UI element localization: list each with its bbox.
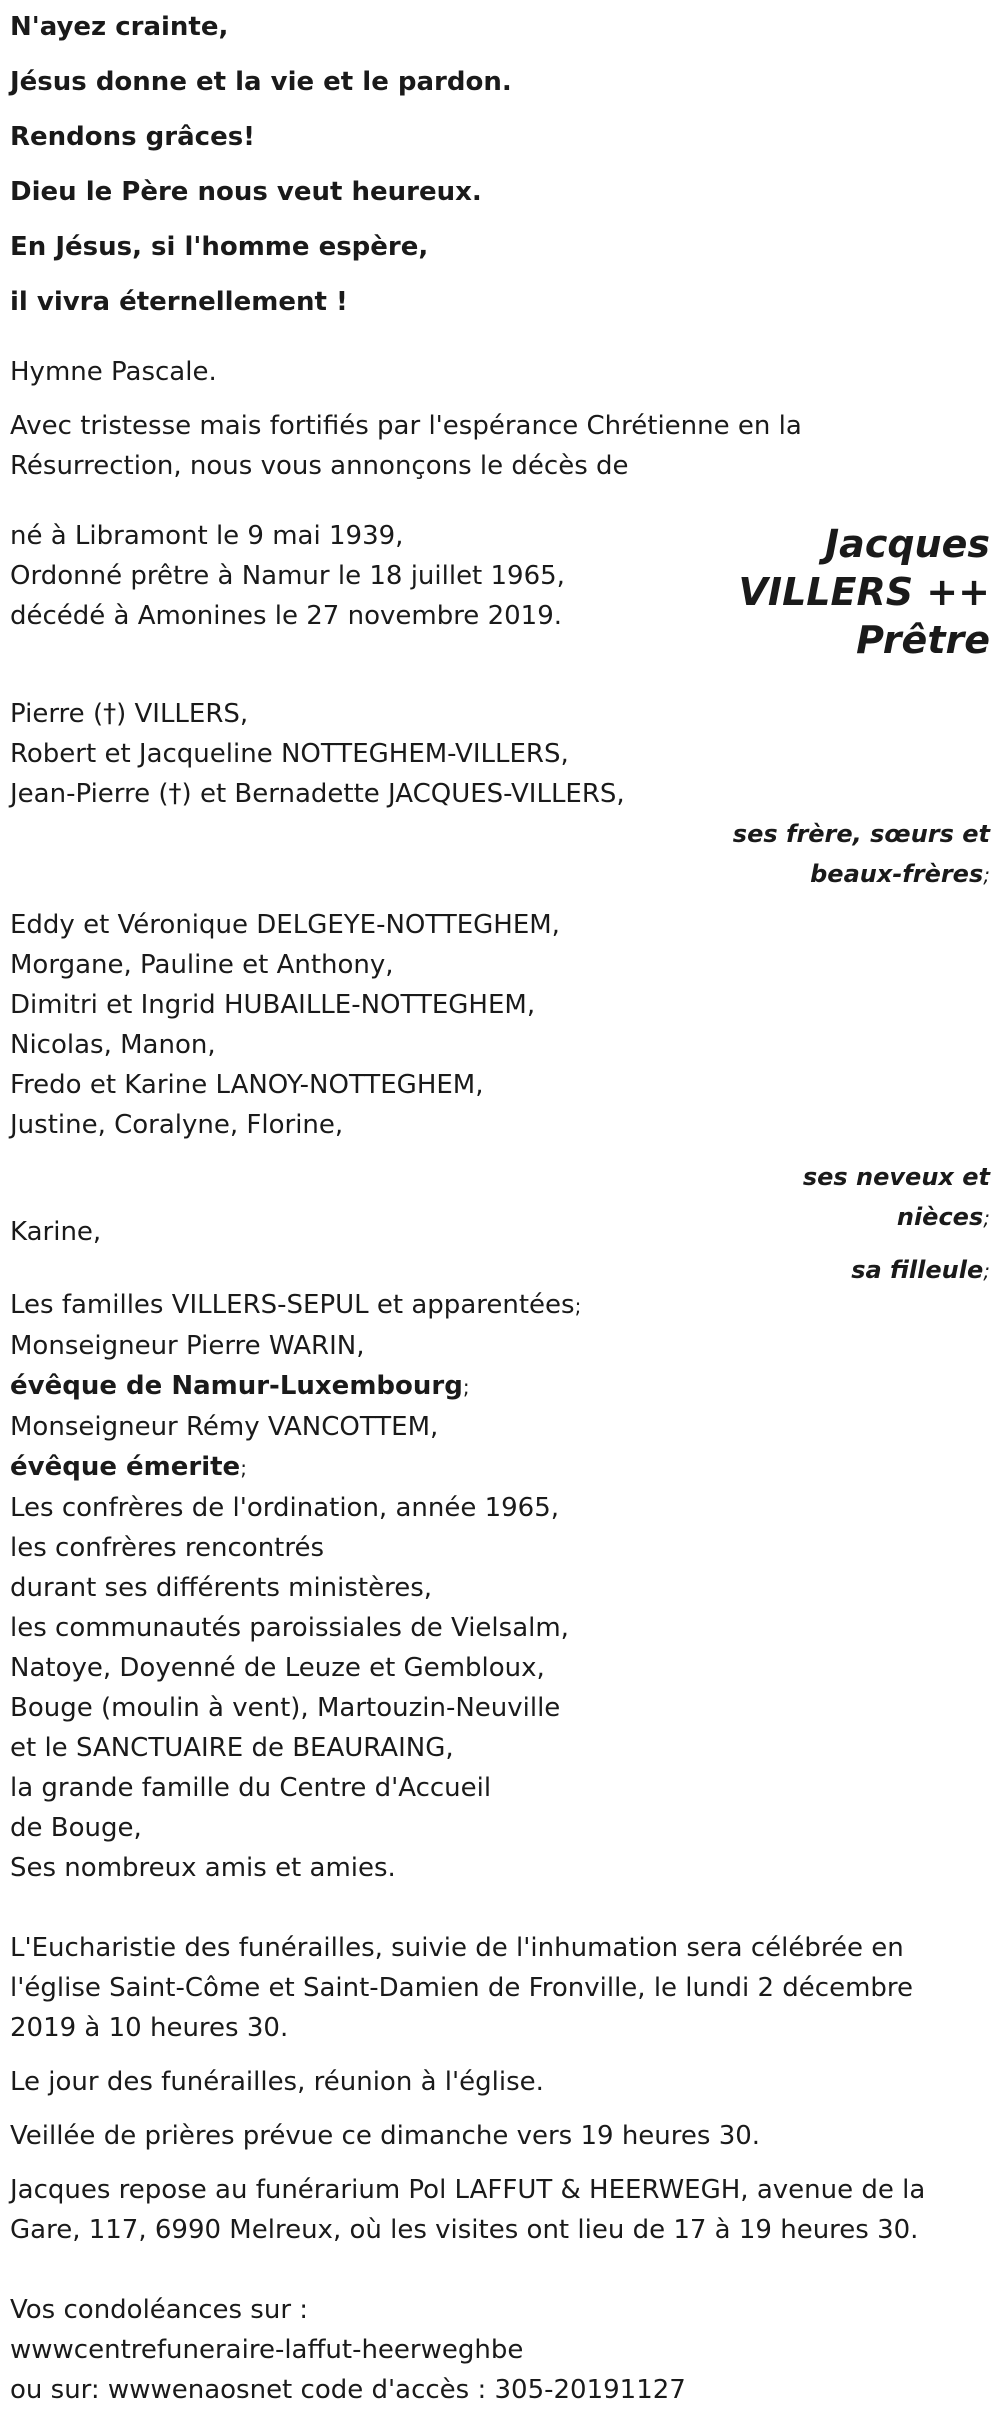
nephews-section [10, 905, 990, 1238]
detail-line: né à Libramont le 9 mai 1939, [10, 521, 404, 551]
funeral-rest: Jacques repose au funérarium Pol LAFFUT & HEERWEGH, avenue de la Gare, 117, 6990 Melreux, où les visites ont lieu de 17 à 19 heures 30. [10, 2175, 926, 2245]
hymn-line: Dieu le Père nous veut heureux. [10, 177, 482, 207]
other-line: Les confrères de l'ordination, année 1965, [10, 1493, 560, 1523]
funeral-vigil: Veillée de prières prévue ce dimanche vers 19 heures 30. [10, 2121, 761, 2151]
families-line: Les familles VILLERS-SEPUL et apparentées [10, 1290, 575, 1320]
other-line: Bouge (moulin à vent), Martouzin-Neuville [10, 1693, 561, 1723]
siblings-section [10, 694, 990, 895]
sibling-name: Pierre (†) VILLERS, [10, 699, 249, 729]
nephew-name: Fredo et Karine LANOY-NOTTEGHEM, [10, 1070, 484, 1100]
relation-line: beaux-frères [810, 860, 984, 888]
nephew-name: Dimitri et Ingrid HUBAILLE-NOTTEGHEM, [10, 990, 536, 1020]
relation-line: nièces [896, 1203, 984, 1231]
nephew-name: Nicolas, Manon, [10, 1030, 216, 1060]
bishop-title: évêque de Namur-Luxembourg [10, 1371, 463, 1401]
name-line: VILLERS ++ [738, 570, 990, 614]
other-line: durant ses différents ministères, [10, 1573, 433, 1603]
funeral-mass: L'Eucharistie des funérailles, suivie de l'inhumation sera célébrée en l'église Saint-Côme et Saint-Damien de Fronville, le lundi 2 décembre 2019 à 10 heures 30. [10, 1933, 914, 2043]
deceased-section [10, 516, 990, 664]
other-line: les confrères rencontrés [10, 1533, 325, 1563]
condolences-section [10, 2290, 990, 2410]
relation-line: ses neveux et [802, 1163, 990, 1191]
nephew-name: Justine, Coralyne, Florine, [10, 1110, 344, 1140]
condolences-line: Vos condoléances sur : [10, 2295, 309, 2325]
hymn-line: N'ayez crainte, [10, 12, 229, 42]
goddaughter-relation: sa filleule; [851, 1256, 990, 1284]
name-line: Prêtre [856, 618, 990, 662]
hymn-line: Rendons grâces! [10, 122, 256, 152]
other-line: les communautés paroissiales de Vielsalm, [10, 1613, 569, 1643]
sibling-name: Jean-Pierre (†) et Bernadette JACQUES-VILLERS, [10, 779, 625, 809]
funeral-section [10, 1928, 970, 2250]
other-line: Ses nombreux amis et amies. [10, 1853, 396, 1883]
bishop-name: Monseigneur Rémy VANCOTTEM, [10, 1412, 439, 1442]
relation-line: ses frère, sœurs et [732, 820, 990, 848]
semicolon: ; [983, 863, 990, 887]
detail-line: Ordonné prêtre à Namur le 18 juillet 1965, [10, 561, 565, 591]
goddaughter-name: Karine, [10, 1217, 102, 1247]
funeral-meeting: Le jour des funérailles, réunion à l'église. [10, 2067, 544, 2097]
nephew-name: Morgane, Pauline et Anthony, [10, 950, 394, 980]
deceased-name [730, 520, 990, 664]
nephews-relation [720, 1157, 990, 1238]
semicolon: ; [574, 1294, 582, 1318]
condolences-link[interactable]: wwwcentrefuneraire-laffut-heerweghbe [10, 2335, 524, 2365]
intro-text: Avec tristesse mais fortifiés par l'espérance Chrétienne en la Résurrection, nous vous annonçons le décès de [10, 411, 802, 481]
semicolon: ; [462, 1375, 470, 1399]
hymn-source: Hymne Pascale. [10, 357, 217, 387]
semicolon: ; [983, 1206, 990, 1230]
bishop-name: Monseigneur Pierre WARIN, [10, 1331, 365, 1361]
nephew-name: Eddy et Véronique DELGEYE-NOTTEGHEM, [10, 910, 560, 940]
hymn-line: Jésus donne et la vie et le pardon. [10, 67, 512, 97]
hymn-line: il vivra éternellement ! [10, 287, 348, 317]
other-line: et le SANCTUAIRE de BEAURAING, [10, 1733, 454, 1763]
other-line: de Bouge, [10, 1813, 142, 1843]
sibling-name: Robert et Jacqueline NOTTEGHEM-VILLERS, [10, 739, 569, 769]
name-line: Jacques [825, 522, 990, 566]
hymn-line: En Jésus, si l'homme espère, [10, 232, 429, 262]
others-section [10, 1285, 990, 1888]
other-line: Natoye, Doyenné de Leuze et Gembloux, [10, 1653, 545, 1683]
siblings-relation [720, 814, 990, 895]
condolences-link[interactable]: ou sur: wwwenaosnet code d'accès : 305-20191127 [10, 2375, 686, 2405]
hymn [10, 0, 990, 330]
other-line: la grande famille du Centre d'Accueil [10, 1773, 492, 1803]
semicolon: ; [983, 1259, 990, 1283]
bishop-title: évêque émerite [10, 1452, 241, 1482]
deceased-details [10, 516, 670, 636]
detail-line: décédé à Amonines le 27 novembre 2019. [10, 601, 563, 631]
semicolon: ; [240, 1456, 247, 1480]
